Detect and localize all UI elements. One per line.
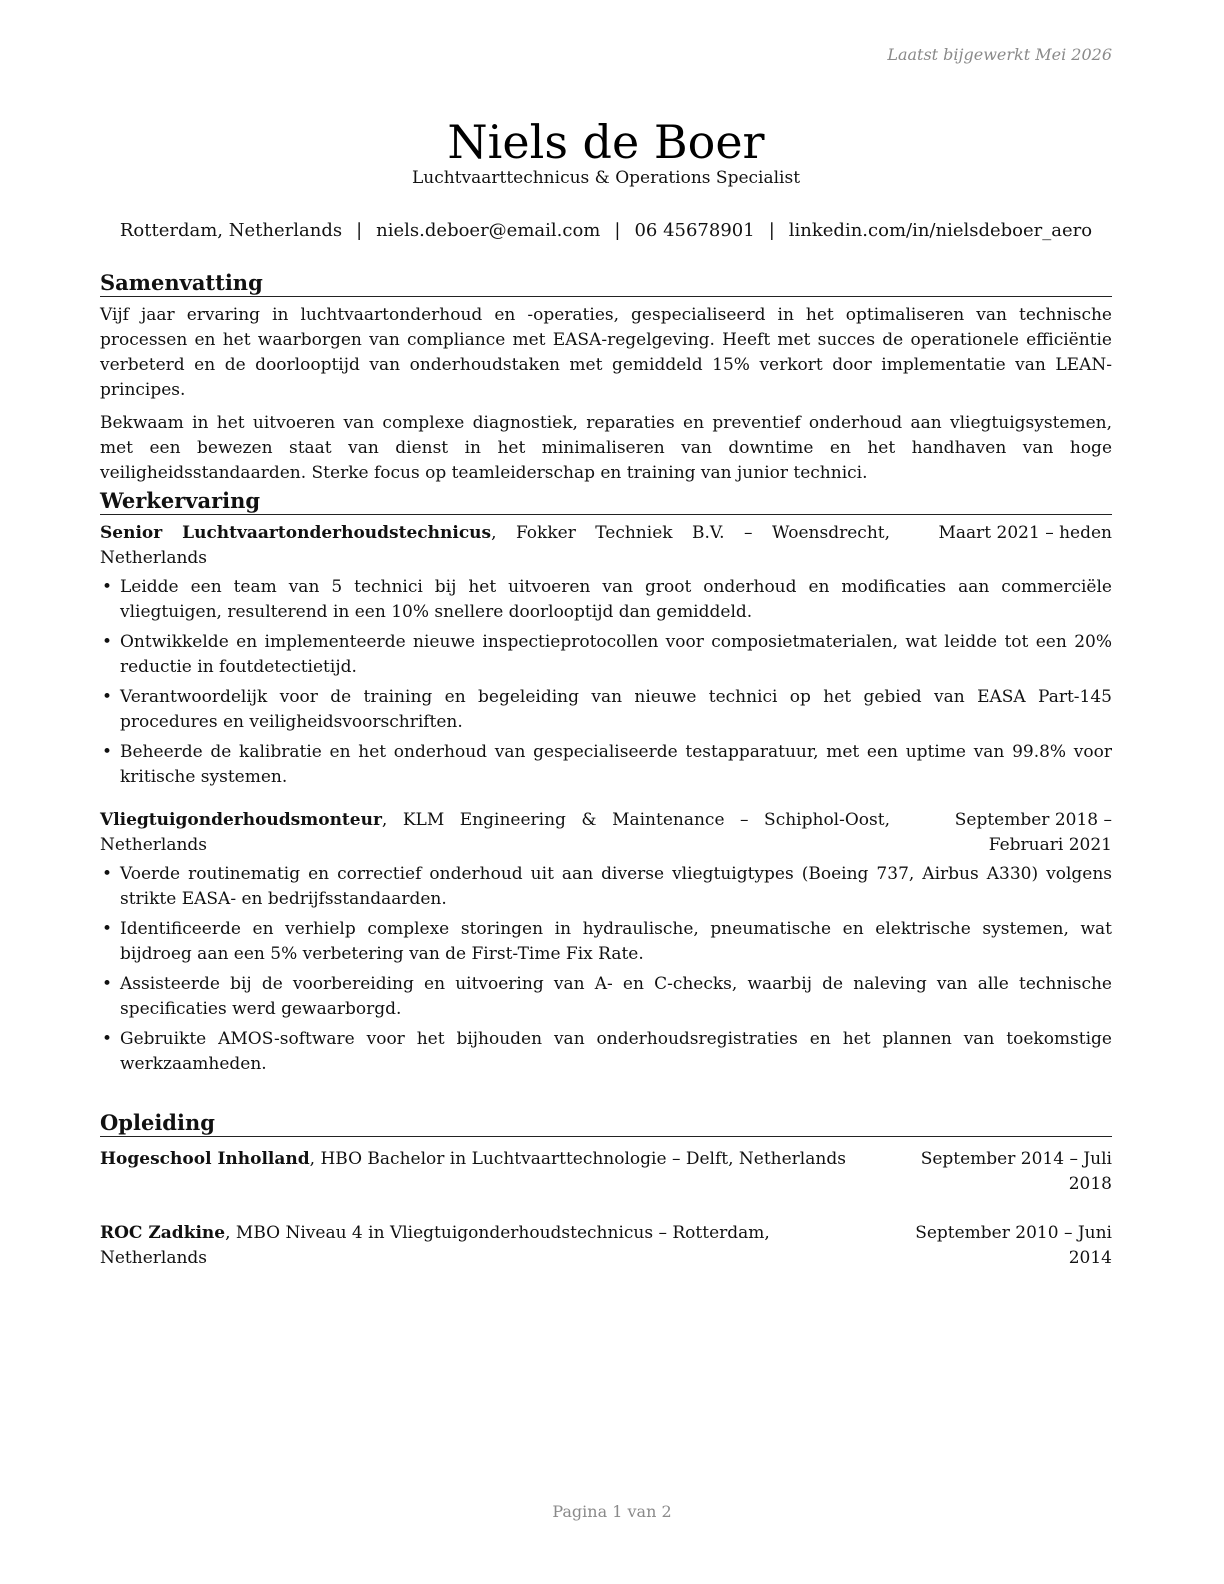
job-dates: September 2018 – Februari 2021: [954, 810, 1112, 856]
contact-line: [100, 220, 1112, 241]
job-bullets: [100, 575, 1112, 790]
job-header: [100, 521, 1112, 571]
education-dates: September 2010 – Juni 2014: [915, 1223, 1112, 1269]
contact-linkedin[interactable]: linkedin.com/in/nielsdeboer_aero: [788, 220, 1093, 241]
job-organization: , Fokker Techniek B.V. – Woensdrecht, Netherlands: [100, 523, 891, 569]
summary-section: [100, 270, 1112, 486]
job-role: Vliegtuigonderhoudsmonteur: [100, 810, 382, 831]
experience-section: [100, 488, 1112, 1082]
job-title-line: [100, 521, 890, 571]
job-title-line: [100, 808, 890, 858]
job-entry: [100, 521, 1112, 790]
bullet-item: • Voerde routinematig en correctief onderhoud uit aan diverse vliegtuigtypes (Boeing 737, Airbus A330) volgens strikte EASA- en bedrijfsstandaarden.: [100, 862, 1112, 912]
education-title-line: [100, 1221, 880, 1271]
job-header: [100, 808, 1112, 858]
job-dates: Maart 2021 – heden: [938, 523, 1112, 544]
bullet-item: • Beheerde de kalibratie en het onderhoud van gespecialiseerde testapparatuur, met een uptime van 99.8% voor kritische systemen.: [100, 740, 1112, 790]
job-bullets: [100, 862, 1112, 1077]
job-role: Senior Luchtvaartonderhoudstechnicus: [100, 523, 492, 544]
last-updated: Laatst bijgewerkt Mei 2026: [887, 45, 1112, 64]
summary-paragraph: Vijf jaar ervaring in luchtvaartonderhoud en -operaties, gespecialiseerd in het optimaliseren van technische processen en het waarborgen van compliance met EASA-regelgeving. Heeft met succes de operationele efficiëntie verbeterd en de doorlooptijd van onderhoudstaken met gemiddeld 15% verkort door implementatie van LEAN-principes.: [100, 305, 1112, 401]
bullet-item: • Leidde een team van 5 technici bij het uitvoeren van groot onderhoud en modificaties aan commerciële vliegtuigen, resulterend in een 10% snellere doorlooptijd dan gemiddeld.: [100, 575, 1112, 625]
section-title-experience: Werkervaring: [100, 488, 1112, 515]
candidate-name: Niels de Boer: [447, 114, 765, 169]
contact-separator: |: [768, 220, 775, 241]
bullet-item: • Assisteerde bij de voorbereiding en uitvoering van A- en C-checks, waarbij de naleving van alle technische specificaties werd gewaarborgd.: [100, 972, 1112, 1022]
candidate-title: Luchtvaarttechnicus & Operations Specialist: [411, 168, 801, 188]
education-school: ROC Zadkine: [100, 1223, 226, 1244]
education-section: [100, 1110, 1112, 1271]
job-organization: , KLM Engineering & Maintenance – Schiphol-Oost, Netherlands: [100, 810, 890, 856]
contact-separator: |: [356, 220, 363, 241]
bullet-item: • Gebruikte AMOS-software voor het bijhouden van onderhoudsregistraties en het plannen van toekomstige werkzaamheden.: [100, 1027, 1112, 1077]
section-title-education: Opleiding: [100, 1110, 1112, 1137]
summary-paragraph: Bekwaam in het uitvoeren van complexe diagnostiek, reparaties en preventief onderhoud aan vliegtuigsystemen, met een bewezen staat van dienst in het minimaliseren van downtime en het handhaven van hoge veiligheidsstandaarden. Sterke focus op teamleiderschap en training van junior technici.: [100, 413, 1112, 484]
bullet-item: • Verantwoordelijk voor de training en begeleiding van nieuwe technici op het gebied van EASA Part-145 procedures en veiligheidsvoorschriften.: [100, 685, 1112, 735]
bullet-item: • Identificeerde en verhielp complexe storingen in hydraulische, pneumatische en elektrische systemen, wat bijdroeg aan een 5% verbetering van de First-Time Fix Rate.: [100, 917, 1112, 967]
contact-location: Rotterdam, Netherlands: [119, 220, 343, 241]
contact-separator: |: [614, 220, 621, 241]
education-detail: , HBO Bachelor in Luchtvaarttechnologie – Delft, Netherlands: [309, 1149, 846, 1170]
education-entry: [100, 1147, 1112, 1197]
section-title-summary: Samenvatting: [100, 270, 1112, 297]
contact-email[interactable]: niels.deboer@email.com: [376, 220, 601, 241]
contact-phone[interactable]: 06 45678901: [634, 220, 755, 241]
education-title-line: [100, 1147, 880, 1197]
job-entry: [100, 808, 1112, 1077]
education-entry: [100, 1221, 1112, 1271]
page-number: Pagina 1 van 2: [552, 1502, 672, 1521]
bullet-item: • Ontwikkelde en implementeerde nieuwe inspectieprotocollen voor composietmaterialen, wat leidde tot een 20% reductie in foutdetectietijd.: [100, 630, 1112, 680]
education-dates: September 2014 – Juli 2018: [920, 1149, 1112, 1195]
education-detail: , MBO Niveau 4 in Vliegtuigonderhoudstechnicus – Rotterdam, Netherlands: [100, 1223, 770, 1269]
education-school: Hogeschool Inholland: [100, 1149, 310, 1170]
